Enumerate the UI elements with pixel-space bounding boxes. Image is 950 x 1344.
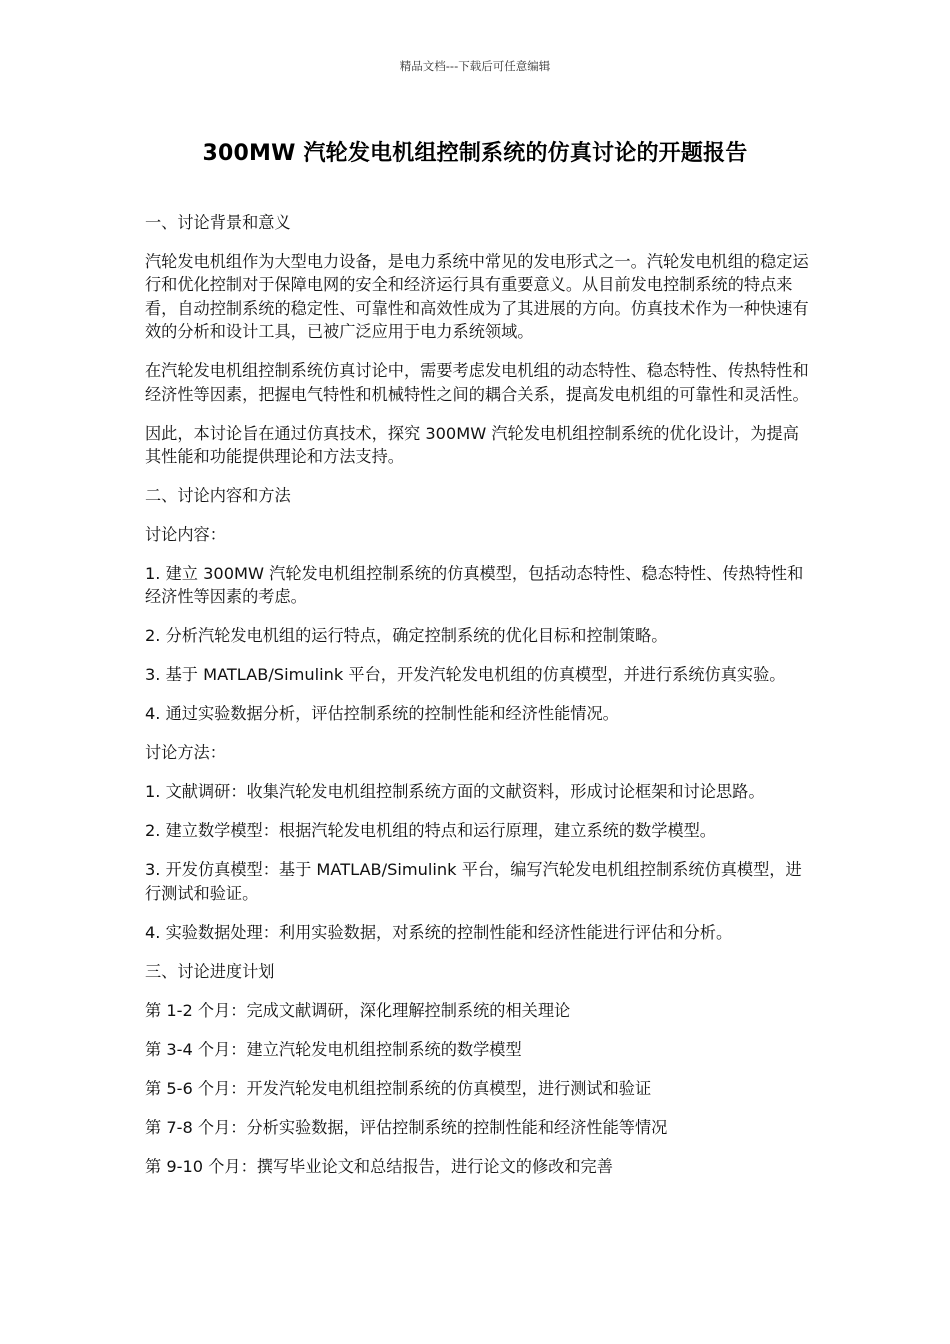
schedule-item: 第 5-6 个月：开发汽轮发电机组控制系统的仿真模型，进行测试和验证	[145, 1078, 652, 1098]
section-heading-background: 一、讨论背景和意义	[145, 213, 291, 232]
schedule-item: 第 9-10 个月：撰写毕业论文和总结报告，进行论文的修改和完善	[145, 1156, 613, 1176]
list-item: 3. 基于 MATLAB/Simulink 平台，开发汽轮发电机组的仿真模型，并进行系统仿真实验。	[145, 665, 786, 685]
schedule-item: 第 1-2 个月：完成文献调研，深化理解控制系统的相关理论	[145, 1000, 571, 1020]
list-item: 2. 分析汽轮发电机组的运行特点，确定控制系统的优化目标和控制策略。	[145, 626, 668, 646]
list-item: 2. 建立数学模型：根据汽轮发电机组的特点和运行原理，建立系统的数学模型。	[145, 821, 716, 841]
subheading-method: 讨论方法：	[145, 743, 226, 763]
schedule-item: 第 7-8 个月：分析实验数据，评估控制系统的控制性能和经济性能等情况	[145, 1117, 668, 1137]
subheading-content: 讨论内容：	[145, 525, 226, 545]
paragraph: 在汽轮发电机组控制系统仿真讨论中，需要考虑发电机组的动态特性、稳态特性、传热特性和经济性等因素，把握电气特性和机械特性之间的耦合关系，提高发电机组的可靠性和灵活性。	[145, 361, 809, 404]
section-heading-content-method: 二、讨论内容和方法	[145, 486, 291, 506]
header-note: 精品文档---下载后可任意编辑	[399, 59, 551, 73]
paragraph: 因此，本讨论旨在通过仿真技术，探究 300MW 汽轮发电机组控制系统的优化设计，为提高其性能和功能提供理论和方法支持。	[145, 423, 799, 467]
list-item: 1. 建立 300MW 汽轮发电机组控制系统的仿真模型，包括动态特性、稳态特性、传热特性和经济性等因素的考虑。	[145, 564, 804, 607]
paragraph: 汽轮发电机组作为大型电力设备，是电力系统中常见的发电形式之一。汽轮发电机组的稳定运行和优化控制对于保障电网的安全和经济运行具有重要意义。从目前发电控制系统的特点来看，自动控制系统的稳定性、可靠性和高效性成为了其进展的方向。仿真技术作为一种快速有效的分析和设计工具，已被广泛应用于电力系统领域。	[145, 252, 809, 342]
list-item: 1. 文献调研：收集汽轮发电机组控制系统方面的文献资料，形成讨论框架和讨论思路。	[145, 782, 765, 802]
list-item: 3. 开发仿真模型：基于 MATLAB/Simulink 平台，编写汽轮发电机组控制系统仿真模型，进行测试和验证。	[145, 860, 802, 903]
section-heading-schedule: 三、讨论进度计划	[145, 961, 275, 981]
list-item: 4. 通过实验数据分析，评估控制系统的控制性能和经济性能情况。	[145, 704, 619, 724]
list-item: 4. 实验数据处理：利用实验数据，对系统的控制性能和经济性能进行评估和分析。	[145, 922, 733, 942]
document-title: 300MW 汽轮发电机组控制系统的仿真讨论的开题报告	[202, 141, 748, 166]
document-body	[145, 211, 815, 1178]
schedule-item: 第 3-4 个月：建立汽轮发电机组控制系统的数学模型	[145, 1039, 522, 1059]
